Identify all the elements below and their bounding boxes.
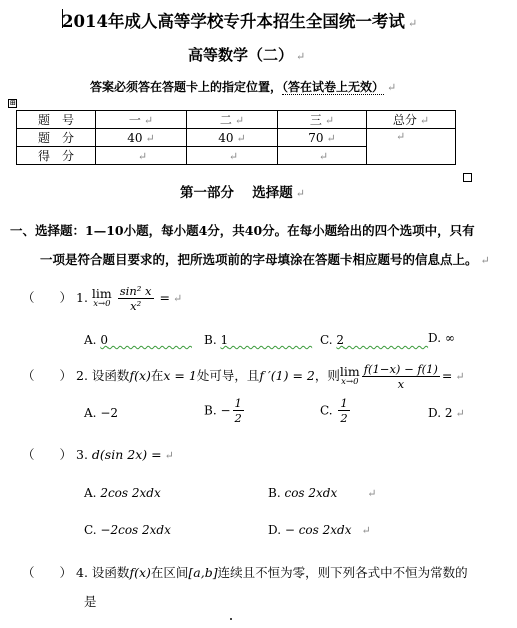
col-header-total: 总分 ↵	[367, 111, 456, 129]
q1-option-d[interactable]: D. ∞	[428, 331, 455, 345]
table-resize-handle-icon[interactable]	[463, 173, 472, 182]
table-row	[17, 111, 456, 129]
exam-title-text: 2014年成人高等学校专升本招生全国统一考试	[62, 12, 405, 31]
row-label-number: 题 号	[17, 111, 96, 129]
table-row	[17, 129, 456, 147]
answer-paren[interactable]: （ ）	[22, 447, 73, 462]
question-number: 3.	[76, 447, 88, 462]
q3-option-b[interactable]: B. cos 2xdx ↵	[268, 486, 377, 500]
paragraph-mark-icon: ↵	[296, 50, 306, 63]
score-table	[16, 110, 456, 165]
q2-option-c[interactable]: C. $\frac{1}{2}$	[320, 396, 348, 425]
exam-subtitle	[188, 44, 305, 65]
question-4: （ ） 4. 设函数f(x)在区间[a,b]连续且不恒为零，则下列各式中不恒为常数的	[22, 565, 468, 580]
question-3: （ ） 3. d(sin 2x) = ↵	[22, 447, 174, 462]
notice-emphasis: （答在试卷上无效）	[282, 80, 385, 94]
question-1: （ ） 1. lim x→0 $\frac{\text{sin² x}}{\text{x²}}$ = ↵	[22, 284, 183, 313]
instruction-line-1: 一、选择题：1—10小题，每小题4分，共40分。在每小题给出的四个选项中，只有	[10, 223, 475, 238]
page-dot	[230, 618, 232, 620]
question-number: 4.	[76, 565, 88, 580]
total-score-cell[interactable]: ↵	[367, 129, 456, 165]
row-label-points: 题 分	[17, 129, 96, 147]
limit-operator: lim x→0	[91, 286, 112, 309]
table-move-handle-icon[interactable]: ⊞	[9, 99, 16, 107]
q1-option-a[interactable]: A. 0	[84, 333, 108, 347]
q2-option-a[interactable]: A. −2	[84, 406, 119, 420]
points-cell-1: 40 ↵	[96, 129, 187, 147]
exam-title	[62, 8, 417, 32]
question-number: 2.	[76, 368, 88, 383]
q2-fraction: $\frac{f(1-x) - f(1)}{x}$	[363, 362, 438, 391]
paragraph-mark-icon: ↵	[407, 17, 418, 30]
score-cell-2[interactable]: ↵	[187, 147, 278, 165]
row-label-score: 得 分	[17, 147, 96, 165]
limit-operator: lim x→0	[339, 364, 360, 387]
answer-notice	[90, 78, 396, 95]
points-cell-3: 70 ↵	[278, 129, 367, 147]
answer-paren[interactable]: （ ）	[22, 565, 73, 580]
question-number: 1.	[76, 290, 88, 305]
answer-paren[interactable]: （ ）	[22, 290, 73, 305]
q3-option-a[interactable]: A. 2cos 2xdx	[84, 486, 161, 500]
col-header-2: 二 ↵	[187, 111, 278, 129]
score-cell-1[interactable]: ↵	[96, 147, 187, 165]
q2-option-b[interactable]: B. − $\frac{1}{2}$	[204, 396, 242, 425]
notice-prefix: 答案必须答在答题卡上的指定位置，	[90, 80, 283, 94]
points-cell-2: 40 ↵	[187, 129, 278, 147]
q1-option-b[interactable]: B. 1	[204, 333, 229, 347]
answer-paren[interactable]: （ ）	[22, 368, 73, 383]
q1-option-c[interactable]: C. 2	[320, 333, 345, 347]
section-title: 第一部分 选择题 ↵	[180, 185, 305, 201]
q3-option-d[interactable]: D. − cos 2xdx ↵	[268, 523, 371, 537]
col-header-3: 三 ↵	[278, 111, 367, 129]
q1-fraction: $\frac{\text{sin² x}}{\text{x²}}$	[119, 284, 152, 313]
col-header-1: 一 ↵	[96, 111, 187, 129]
q2-option-d[interactable]: D. 2 ↵	[428, 406, 465, 420]
score-cell-3[interactable]: ↵	[278, 147, 367, 165]
instruction-line-2: 一项是符合题目要求的，把所选项前的字母填涂在答题卡相应题号的信息点上。 ↵	[40, 252, 490, 267]
paragraph-mark-icon: ↵	[387, 81, 397, 94]
question-4-line-2: 是	[84, 594, 97, 609]
exam-subtitle-text: 高等数学（二）	[188, 46, 294, 64]
question-2: （ ） 2. 设函数f(x)在x = 1处可导，且f ′(1) = 2，则lim x→0 $\frac{f(1-x) - f(1)}{x}$ = ↵	[22, 362, 465, 391]
q3-option-c[interactable]: C. −2cos 2xdx	[84, 523, 171, 537]
